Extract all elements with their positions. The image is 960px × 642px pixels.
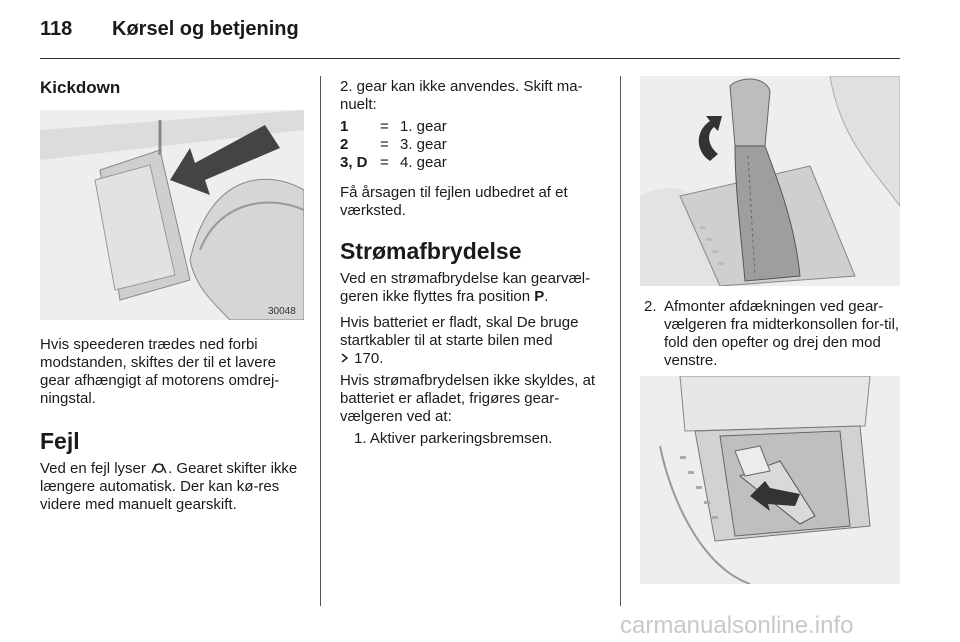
column-divider-left [320, 76, 321, 606]
gear-equals: = [380, 136, 389, 153]
kickdown-text: Hvis speederen trædes ned forbi modstanden, skiftes der til et lavere gear afhængigt af motorens omdrej-ningstal. [40, 336, 280, 407]
fejl-heading: Fejl [40, 428, 80, 454]
manual-shift-intro: 2. gear kan ikke anvendes. Skift ma-nuelt: [340, 78, 583, 113]
position-p-label: P [534, 288, 545, 305]
gear-equals: = [380, 154, 389, 171]
power-text-start: Ved en strømafbrydelse kan gearvæl-geren ikke flyttes fra position [340, 270, 591, 305]
gear-table [340, 118, 447, 172]
step-1-text: Aktiver parkeringsbremsen. [369, 430, 553, 447]
left-column [40, 78, 310, 98]
gear-value: 3. gear [400, 136, 447, 153]
step-1 [354, 430, 614, 448]
page-ref-arrow-icon [340, 351, 350, 363]
step-1-number: 1. [354, 430, 367, 447]
gear-value: 4. gear [400, 154, 447, 171]
gear-row [340, 136, 447, 154]
chapter-title: Kørsel og betjening [112, 18, 299, 40]
power-text-end: . [544, 288, 549, 305]
cause2-text: Hvis strømafbrydelsen ikke skyldes, at batteriet er afladet, frigøres gear-vælgeren ved at: [340, 372, 596, 425]
cause-text: Få årsagen til fejlen udbedret af et værksted. [340, 184, 568, 219]
fejl-text-end: . Gearet skifter ikke længere automatisk. Der kan kø-res videre med manuelt gearskift. [40, 460, 298, 513]
page-number: 118 [40, 18, 73, 40]
step-2-number: 2. [644, 298, 657, 315]
battery-ref-page: 170. [354, 350, 384, 367]
gear-key: 2 [340, 136, 349, 153]
figure-code: 30048 [268, 306, 296, 317]
fejl-text-start: Ved en fejl lyser [40, 460, 151, 477]
transmission-warning-icon [150, 461, 168, 475]
header-rule [40, 58, 900, 59]
gear-row [340, 118, 447, 136]
watermark: carmanualsonline.info [620, 612, 854, 639]
battery-text [340, 314, 590, 368]
gear-key: 1 [340, 118, 349, 135]
fejl-paragraph [40, 460, 308, 514]
gear-value: 1. gear [400, 118, 447, 135]
step-2-text: Afmonter afdækningen ved gear-vælgeren fra midterkonsollen for-til, fold den opefter og drej den mod venstre. [664, 298, 900, 369]
power-failure-heading: Strømafbrydelse [340, 238, 522, 264]
gear-equals: = [380, 118, 389, 135]
kickdown-illustration [40, 110, 304, 320]
gear-key: 3, D [340, 154, 368, 171]
gear-row [340, 154, 447, 172]
column-divider-right [620, 76, 621, 606]
gear-selector-illustration [640, 76, 900, 286]
step-2 [644, 298, 904, 370]
power-failure-text [340, 270, 612, 306]
cover-removal-illustration [640, 376, 900, 584]
battery-text-start: Hvis batteriet er fladt, skal De bruge startkabler til at starte bilen med [340, 314, 579, 349]
kickdown-heading: Kickdown [40, 78, 121, 97]
